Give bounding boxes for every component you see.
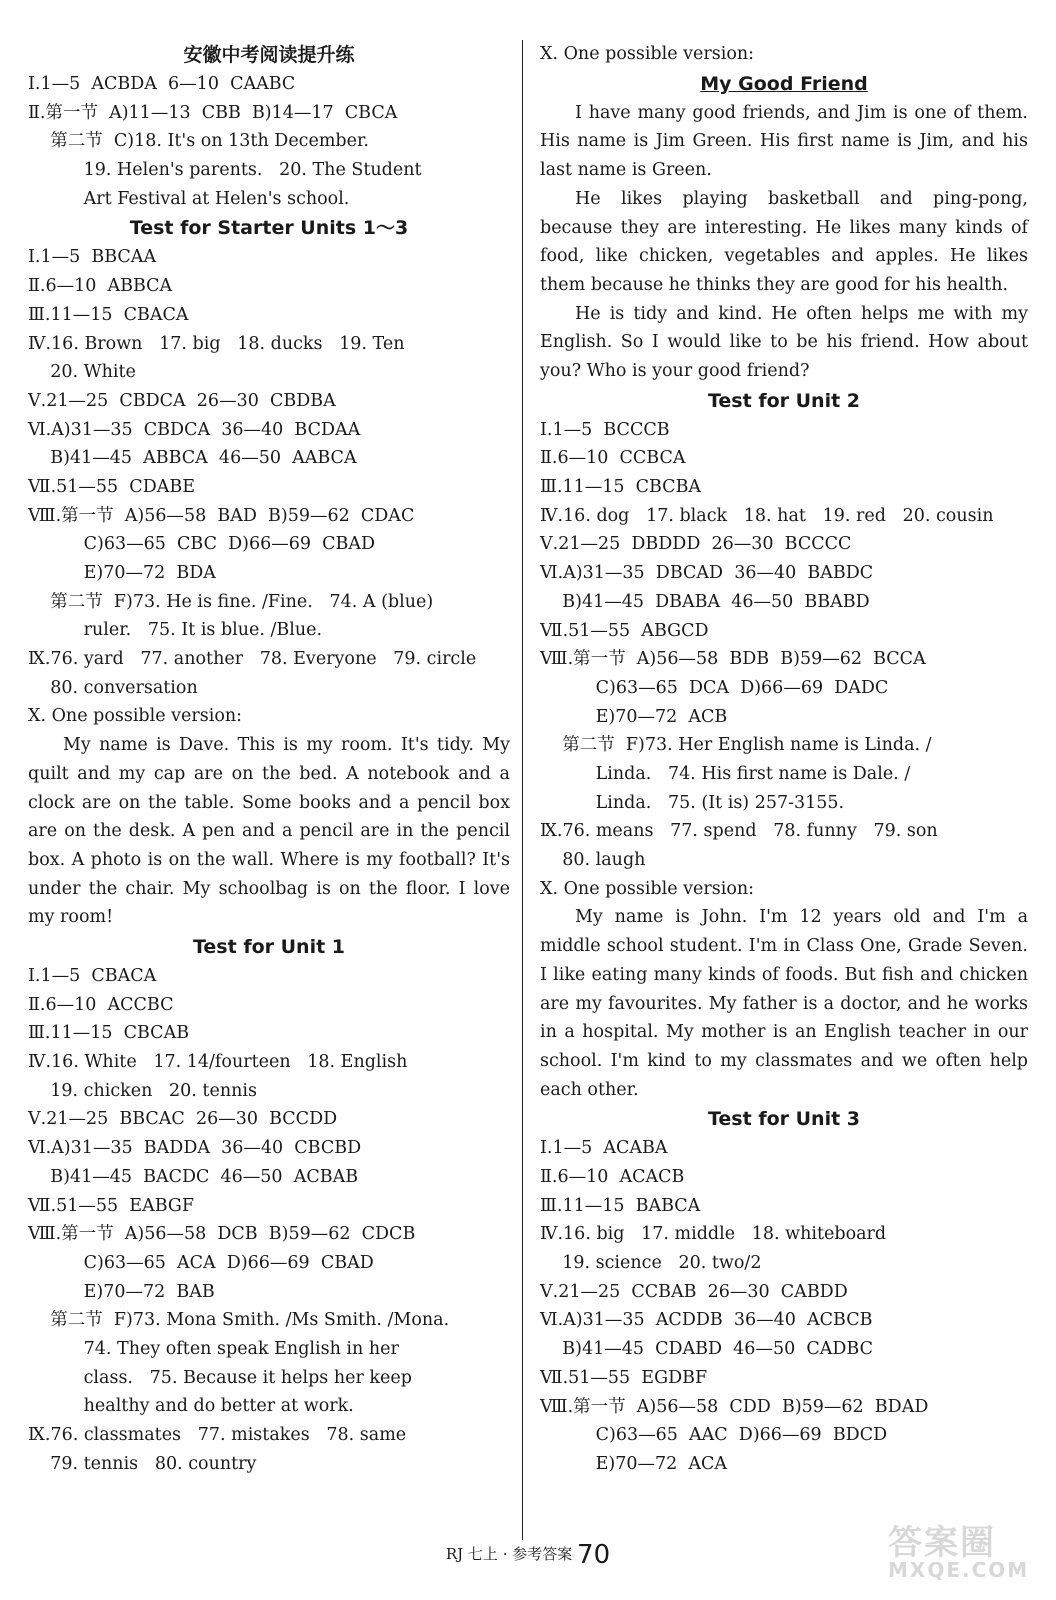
section-title: Test for Unit 3	[707, 1108, 861, 1131]
answer-line: Ⅴ.21—25 CBDCA 26—30 CBDBA	[28, 390, 336, 411]
answer-line: Ⅱ.第一节 A)11—13 CBB B)14—17 CBCA	[28, 102, 398, 123]
answer-line: Ⅸ.76. yard 77. another 78. Everyone 79. circle	[28, 649, 477, 670]
answer-line: B)41—45 BACDC 46—50 ACBAB	[28, 1166, 359, 1187]
answer-line: healthy and do better at work.	[28, 1396, 354, 1417]
answer-line: Ⅲ.11—15 CBCAB	[28, 1023, 190, 1044]
answer-line: E)70—72 ACA	[540, 1453, 728, 1474]
answer-line: Ⅱ.6—10 ACACB	[540, 1167, 685, 1188]
answer-line: Ⅴ.21—25 DBDDD 26—30 BCCCC	[540, 534, 852, 555]
answer-line: Ⅷ.第一节 A)56—58 BDB B)59—62 BCCA	[540, 649, 926, 670]
answer-line: C)63—65 CBC D)66—69 CBAD	[28, 534, 376, 555]
answer-line: 80. conversation	[28, 677, 198, 698]
answer-line: Ⅰ.1—5 BCCCB	[540, 419, 670, 440]
answer-line: Ⅲ.11—15 BABCA	[540, 1195, 701, 1216]
answer-line: 第二节 C)18. It's on 13th December.	[28, 131, 369, 152]
answer-line: B)41—45 ABBCA 46—50 AABCA	[28, 448, 357, 469]
answer-line: Ⅴ.21—25 BBCAC 26—30 BCCDD	[28, 1109, 338, 1130]
answer-line: Ⅶ.51—55 CDABE	[28, 476, 196, 497]
answer-line: Ⅹ. One possible version:	[28, 706, 243, 727]
answer-line: C)63—65 DCA D)66—69 DADC	[540, 677, 889, 698]
answer-line: Ⅵ.A)31—35 BADDA 36—40 CBCBD	[28, 1138, 362, 1159]
watermark-logo	[888, 1515, 1038, 1582]
answer-line: Ⅱ.6—10 CCBCA	[540, 448, 686, 469]
right-column	[540, 40, 1028, 1479]
column-divider	[522, 40, 523, 1540]
footer-label: RJ 七上 · 参考答案	[445, 1545, 573, 1563]
answer-line: Ⅳ.16. big 17. middle 18. whiteboard	[540, 1224, 887, 1245]
answer-line: 20. White	[28, 362, 136, 383]
section-title: Test for Unit 2	[707, 389, 861, 412]
answer-line: B)41—45 DBABA 46—50 BBABD	[540, 591, 870, 612]
answer-line: 第二节 F)73. Mona Smith. /Ms Smith. /Mona.	[28, 1310, 450, 1331]
composition-paragraph: My name is John. I'm 12 years old and I'm a middle school student. I'm in Class One, Grade Seven. I like eating many kinds of foods. But fish and chicken are my favourites. My father is a doctor, and he works in a hospital. My mother is an English teacher in our school. I'm kind to my classmates and we often help each other.	[540, 907, 1028, 1100]
page-number: 70	[577, 1540, 611, 1570]
answer-line: E)70—72 BDA	[28, 563, 216, 583]
answer-line: class. 75. Because it helps her keep	[28, 1367, 412, 1388]
answer-line: Ⅹ. One possible version:	[540, 44, 755, 64]
answer-line: C)63—65 AAC D)66—69 BDCD	[540, 1425, 888, 1446]
answer-line: Ⅳ.16. Brown 17. big 18. ducks 19. Ten	[28, 333, 405, 354]
answer-line: 19. science 20. two/2	[540, 1253, 762, 1274]
composition-paragraph: My name is Dave. This is my room. It's tidy. My quilt and my cap are on the bed. A notebook and a clock are on the table. Some books and a pencil box are on the desk. A pen and a pencil are in the pencil box. A photo is on the wall. Where is my football? It's under the chair. My schoolbag is on the floor. I love my room!	[28, 735, 510, 928]
answer-line: Ⅵ.A)31—35 CBDCA 36—40 BCDAA	[28, 419, 361, 440]
answer-line: Ⅰ.1—5 ACABA	[540, 1138, 668, 1159]
answer-line: Ⅳ.16. dog 17. black 18. hat 19. red 20. cousin	[540, 505, 994, 526]
answer-line: Ⅶ.51—55 ABGCD	[540, 620, 709, 641]
watermark-text: 答案圈	[888, 1523, 996, 1563]
answer-line: Ⅴ.21—25 CCBAB 26—30 CABDD	[540, 1281, 848, 1302]
answer-line: Ⅰ.1—5 ACBDA 6—10 CAABC	[28, 74, 296, 94]
answer-line: 80. laugh	[540, 850, 646, 871]
answer-line: Ⅸ.76. means 77. spend 78. funny 79. son	[540, 821, 938, 842]
section-title: Test for Unit 1	[192, 936, 346, 959]
left-column	[28, 40, 510, 1478]
section-title: Test for Starter Units 1～3	[129, 217, 409, 240]
answer-line: Ⅷ.第一节 A)56—58 DCB B)59—62 CDCB	[28, 1224, 416, 1245]
composition-paragraph: He is tidy and kind. He often helps me with my English. So I would like to be his friend. How about you? Who is your good friend?	[540, 303, 1028, 382]
answer-line: Ⅷ.第一节 A)56—58 CDD B)59—62 BDAD	[540, 1396, 929, 1417]
answer-line: Ⅲ.11—15 CBCBA	[540, 477, 702, 498]
composition-paragraph: He likes playing basketball and ping-pong, because they are interesting. He likes many kinds of food, like chicken, vegetables and apples. He likes them because he thinks they are good for his health.	[540, 188, 1028, 295]
answer-line: Ⅰ.1—5 CBACA	[28, 966, 157, 987]
answer-line: E)70—72 ACB	[540, 706, 728, 727]
answer-line: Ⅹ. One possible version:	[540, 878, 755, 899]
section-title: 安徽中考阅读提升练	[183, 44, 355, 66]
answer-line: Ⅵ.A)31—35 ACDDB 36—40 ACBCB	[540, 1310, 873, 1331]
answer-line: Ⅱ.6—10 ABBCA	[28, 276, 173, 297]
answer-line: Linda. 75. (It is) 257-3155.	[540, 792, 845, 813]
answer-line: 第二节 F)73. Her English name is Linda. /	[540, 735, 932, 756]
answer-line: E)70—72 BAB	[28, 1281, 215, 1302]
answer-line: Art Festival at Helen's school.	[28, 188, 350, 209]
answer-line: 19. Helen's parents. 20. The Student	[28, 160, 422, 181]
answer-line: Ⅶ.51—55 EGDBF	[540, 1367, 708, 1388]
answer-line: 74. They often speak English in her	[28, 1338, 399, 1359]
watermark-url: MXQE.COM	[888, 1558, 1030, 1582]
composition-paragraph: I have many good friends, and Jim is one of them. His name is Jim Green. His first name is Jim, and his last name is Green.	[540, 102, 1028, 181]
composition-title: My Good Friend	[700, 72, 868, 95]
answer-line: Ⅳ.16. White 17. 14/fourteen 18. English	[28, 1052, 408, 1073]
answer-line: Ⅱ.6—10 ACCBC	[28, 994, 174, 1015]
answer-line: Ⅷ.第一节 A)56—58 BAD B)59—62 CDAC	[28, 505, 415, 526]
answer-line: B)41—45 CDABD 46—50 CADBC	[540, 1339, 873, 1360]
answer-line: C)63—65 ACA D)66—69 CBAD	[28, 1252, 374, 1273]
answer-line: Linda. 74. His first name is Dale. /	[540, 763, 911, 784]
answer-line: Ⅰ.1—5 BBCAA	[28, 247, 157, 268]
answer-line: 19. chicken 20. tennis	[28, 1080, 257, 1101]
answer-line: 79. tennis 80. country	[28, 1453, 257, 1474]
answer-line: 第二节 F)73. He is fine. /Fine. 74. A (blue)	[28, 591, 434, 612]
answer-line: Ⅲ.11—15 CBACA	[28, 304, 189, 325]
answer-line: Ⅵ.A)31—35 DBCAD 36—40 BABDC	[540, 563, 874, 584]
answer-line: Ⅸ.76. classmates 77. mistakes 78. same	[28, 1425, 407, 1446]
answer-line: Ⅶ.51—55 EABGF	[28, 1195, 195, 1216]
answer-line: ruler. 75. It is blue. /Blue.	[28, 620, 323, 641]
